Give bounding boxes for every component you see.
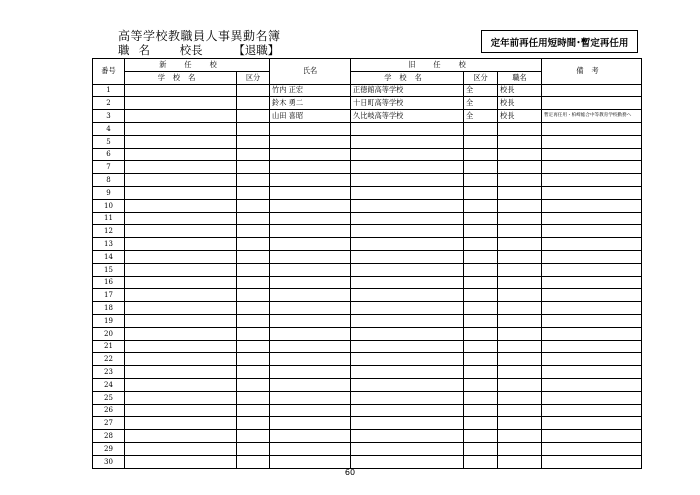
old-position-cell — [498, 417, 542, 430]
new-school-cell — [125, 289, 237, 302]
name-cell: 竹内 正宏 — [270, 84, 351, 97]
old-position-cell — [498, 353, 542, 366]
reemployment-stamp: 定年前再任用短時間･暫定再任用 — [481, 30, 638, 53]
row-number: 23 — [93, 366, 125, 379]
old-position-cell — [498, 238, 542, 251]
remarks-cell — [542, 404, 642, 417]
old-school-cell — [351, 314, 464, 327]
new-category-cell — [237, 391, 270, 404]
name-cell — [270, 417, 351, 430]
table-header-row — [93, 59, 642, 72]
name-cell — [270, 122, 351, 135]
row-number: 19 — [93, 314, 125, 327]
new-category-cell — [237, 225, 270, 238]
remarks-cell — [542, 212, 642, 225]
name-cell — [270, 442, 351, 455]
remarks-cell — [542, 455, 642, 468]
header-new-category: 区分 — [237, 71, 270, 84]
old-position-cell — [498, 442, 542, 455]
row-number: 9 — [93, 186, 125, 199]
old-category-cell — [464, 302, 498, 315]
old-school-cell — [351, 199, 464, 212]
new-school-cell — [125, 148, 237, 161]
new-school-cell — [125, 442, 237, 455]
remarks-cell — [542, 250, 642, 263]
old-school-cell — [351, 135, 464, 148]
name-cell — [270, 263, 351, 276]
table-row — [93, 238, 642, 251]
header-old-school-group: 旧任校 — [351, 59, 542, 72]
old-category-cell — [464, 391, 498, 404]
header-new-school-group: 新任校 — [125, 59, 270, 72]
name-cell — [270, 391, 351, 404]
new-category-cell — [237, 302, 270, 315]
new-school-cell — [125, 186, 237, 199]
name-cell — [270, 199, 351, 212]
remarks-cell — [542, 84, 642, 97]
name-cell — [270, 148, 351, 161]
old-category-cell — [464, 186, 498, 199]
header-new-school-name: 学校名 — [125, 71, 237, 84]
name-cell: 鈴木 勇二 — [270, 97, 351, 110]
remarks-cell — [542, 225, 642, 238]
table-row — [93, 327, 642, 340]
header-old-category: 区分 — [464, 71, 498, 84]
new-category-cell — [237, 148, 270, 161]
name-cell — [270, 366, 351, 379]
name-cell — [270, 174, 351, 187]
table-row — [93, 250, 642, 263]
old-school-cell — [351, 186, 464, 199]
new-school-cell — [125, 340, 237, 353]
old-category-cell — [464, 174, 498, 187]
page-number: 60 — [344, 468, 356, 477]
new-school-cell — [125, 97, 237, 110]
old-position-cell — [498, 314, 542, 327]
table-row — [93, 391, 642, 404]
new-category-cell — [237, 340, 270, 353]
old-position-cell — [498, 148, 542, 161]
name-cell — [270, 302, 351, 315]
row-number: 5 — [93, 135, 125, 148]
old-school-cell — [351, 250, 464, 263]
new-category-cell — [237, 263, 270, 276]
old-school-cell — [351, 442, 464, 455]
row-number: 25 — [93, 391, 125, 404]
old-position-cell — [498, 135, 542, 148]
name-cell — [270, 404, 351, 417]
name-cell — [270, 314, 351, 327]
table-row — [93, 225, 642, 238]
row-number: 26 — [93, 404, 125, 417]
old-school-cell — [351, 148, 464, 161]
old-school-cell: 十日町高等学校 — [351, 97, 464, 110]
old-position-cell — [498, 212, 542, 225]
new-category-cell — [237, 417, 270, 430]
old-category-cell — [464, 161, 498, 174]
new-school-cell — [125, 263, 237, 276]
new-category-cell — [237, 97, 270, 110]
row-number: 15 — [93, 263, 125, 276]
document-title: 高等学校教職員人事異動名簿 — [118, 29, 281, 43]
old-position-cell — [498, 263, 542, 276]
row-number: 28 — [93, 430, 125, 443]
name-cell — [270, 276, 351, 289]
old-category-cell — [464, 135, 498, 148]
category-label: 【退職】 — [233, 43, 280, 57]
remarks-cell — [542, 97, 642, 110]
old-category-cell — [464, 276, 498, 289]
row-number: 16 — [93, 276, 125, 289]
header-remarks: 備考 — [542, 59, 642, 85]
name-cell — [270, 212, 351, 225]
new-category-cell — [237, 404, 270, 417]
old-school-cell: 久比岐高等学校 — [351, 110, 464, 123]
new-category-cell — [237, 135, 270, 148]
name-cell: 山田 喜昭 — [270, 110, 351, 123]
old-school-cell — [351, 174, 464, 187]
remarks-cell — [542, 276, 642, 289]
new-school-cell — [125, 199, 237, 212]
remarks-cell — [542, 378, 642, 391]
new-category-cell — [237, 289, 270, 302]
old-school-cell — [351, 276, 464, 289]
name-cell — [270, 327, 351, 340]
old-position-cell — [498, 250, 542, 263]
old-school-cell — [351, 378, 464, 391]
document-subtitle — [118, 42, 279, 58]
old-category-cell — [464, 238, 498, 251]
old-category-cell — [464, 353, 498, 366]
name-cell — [270, 238, 351, 251]
name-cell — [270, 430, 351, 443]
row-number: 10 — [93, 199, 125, 212]
old-category-cell — [464, 404, 498, 417]
table-row — [93, 135, 642, 148]
old-school-cell — [351, 417, 464, 430]
old-category-cell — [464, 340, 498, 353]
remarks-cell — [542, 135, 642, 148]
new-category-cell — [237, 366, 270, 379]
old-school-cell: 正徳館高等学校 — [351, 84, 464, 97]
row-number: 13 — [93, 238, 125, 251]
old-category-cell — [464, 327, 498, 340]
row-number: 21 — [93, 340, 125, 353]
new-category-cell — [237, 430, 270, 443]
table-row — [93, 212, 642, 225]
remarks-cell — [542, 174, 642, 187]
new-school-cell — [125, 84, 237, 97]
new-school-cell — [125, 238, 237, 251]
new-school-cell — [125, 122, 237, 135]
row-number: 27 — [93, 417, 125, 430]
name-cell — [270, 161, 351, 174]
old-position-cell: 校長 — [498, 84, 542, 97]
old-category-cell — [464, 430, 498, 443]
new-school-cell — [125, 378, 237, 391]
remarks-cell — [542, 161, 642, 174]
row-number: 1 — [93, 84, 125, 97]
table-row — [93, 84, 642, 97]
new-category-cell — [237, 455, 270, 468]
new-category-cell — [237, 84, 270, 97]
old-school-cell — [351, 340, 464, 353]
row-number: 6 — [93, 148, 125, 161]
table-row — [93, 366, 642, 379]
header-name: 氏名 — [270, 59, 351, 85]
name-cell — [270, 340, 351, 353]
old-school-cell — [351, 122, 464, 135]
role-label: 職名 — [118, 43, 159, 57]
remarks-cell — [542, 353, 642, 366]
table-row — [93, 122, 642, 135]
remarks-cell — [542, 417, 642, 430]
new-category-cell — [237, 378, 270, 391]
old-category-cell — [464, 378, 498, 391]
new-school-cell — [125, 276, 237, 289]
remarks-cell — [542, 302, 642, 315]
old-position-cell — [498, 378, 542, 391]
old-position-cell — [498, 199, 542, 212]
row-number: 30 — [93, 455, 125, 468]
old-position-cell — [498, 366, 542, 379]
new-school-cell — [125, 391, 237, 404]
old-position-cell — [498, 174, 542, 187]
old-school-cell — [351, 161, 464, 174]
remarks-cell — [542, 366, 642, 379]
new-category-cell — [237, 110, 270, 123]
table-row — [93, 417, 642, 430]
old-school-cell — [351, 289, 464, 302]
old-category-cell — [464, 199, 498, 212]
new-category-cell — [237, 238, 270, 251]
row-number: 22 — [93, 353, 125, 366]
row-number: 7 — [93, 161, 125, 174]
old-position-cell — [498, 276, 542, 289]
table-row — [93, 340, 642, 353]
new-school-cell — [125, 353, 237, 366]
old-position-cell: 校長 — [498, 110, 542, 123]
row-number: 2 — [93, 97, 125, 110]
old-school-cell — [351, 404, 464, 417]
remarks-cell — [542, 238, 642, 251]
remarks-cell: 暫定再任用・柏崎総合中等教育学校勤務へ — [542, 110, 642, 123]
remarks-cell — [542, 430, 642, 443]
old-school-cell — [351, 238, 464, 251]
new-school-cell — [125, 302, 237, 315]
new-school-cell — [125, 250, 237, 263]
remarks-cell — [542, 263, 642, 276]
old-position-cell — [498, 302, 542, 315]
old-school-cell — [351, 455, 464, 468]
new-category-cell — [237, 276, 270, 289]
position-value: 校長 — [179, 43, 203, 57]
new-category-cell — [237, 353, 270, 366]
remarks-cell — [542, 122, 642, 135]
old-position-cell — [498, 161, 542, 174]
remarks-cell — [542, 327, 642, 340]
name-cell — [270, 250, 351, 263]
remarks-cell — [542, 314, 642, 327]
row-number: 11 — [93, 212, 125, 225]
new-category-cell — [237, 212, 270, 225]
remarks-cell — [542, 186, 642, 199]
old-school-cell — [351, 225, 464, 238]
name-cell — [270, 289, 351, 302]
new-school-cell — [125, 110, 237, 123]
table-row — [93, 174, 642, 187]
old-position-cell — [498, 225, 542, 238]
old-position-cell — [498, 430, 542, 443]
new-school-cell — [125, 404, 237, 417]
header-number: 番号 — [93, 59, 125, 85]
name-cell — [270, 455, 351, 468]
old-category-cell — [464, 225, 498, 238]
new-category-cell — [237, 161, 270, 174]
row-number: 20 — [93, 327, 125, 340]
old-school-cell — [351, 327, 464, 340]
row-number: 8 — [93, 174, 125, 187]
new-school-cell — [125, 417, 237, 430]
old-category-cell — [464, 122, 498, 135]
new-category-cell — [237, 314, 270, 327]
old-category-cell: 全 — [464, 110, 498, 123]
new-school-cell — [125, 174, 237, 187]
name-cell — [270, 353, 351, 366]
new-category-cell — [237, 174, 270, 187]
row-number: 18 — [93, 302, 125, 315]
old-school-cell — [351, 212, 464, 225]
new-school-cell — [125, 430, 237, 443]
remarks-cell — [542, 148, 642, 161]
old-school-cell — [351, 366, 464, 379]
old-position-cell — [498, 455, 542, 468]
old-category-cell — [464, 212, 498, 225]
new-school-cell — [125, 327, 237, 340]
old-category-cell — [464, 289, 498, 302]
old-school-cell — [351, 353, 464, 366]
table-row — [93, 455, 642, 468]
row-number: 14 — [93, 250, 125, 263]
new-school-cell — [125, 366, 237, 379]
old-category-cell — [464, 442, 498, 455]
table-row — [93, 110, 642, 123]
table-row — [93, 276, 642, 289]
old-school-cell — [351, 430, 464, 443]
table-row — [93, 353, 642, 366]
remarks-cell — [542, 442, 642, 455]
new-school-cell — [125, 161, 237, 174]
row-number: 4 — [93, 122, 125, 135]
name-cell — [270, 225, 351, 238]
row-number: 12 — [93, 225, 125, 238]
old-category-cell: 全 — [464, 97, 498, 110]
old-position-cell — [498, 289, 542, 302]
new-category-cell — [237, 327, 270, 340]
row-number: 17 — [93, 289, 125, 302]
new-school-cell — [125, 212, 237, 225]
remarks-cell — [542, 199, 642, 212]
old-position-cell — [498, 327, 542, 340]
old-category-cell — [464, 250, 498, 263]
old-school-cell — [351, 263, 464, 276]
new-category-cell — [237, 199, 270, 212]
remarks-cell — [542, 289, 642, 302]
table-row — [93, 263, 642, 276]
header-old-position: 職名 — [498, 71, 542, 84]
old-position-cell — [498, 404, 542, 417]
name-cell — [270, 135, 351, 148]
new-school-cell — [125, 455, 237, 468]
old-category-cell — [464, 263, 498, 276]
old-position-cell — [498, 391, 542, 404]
new-school-cell — [125, 225, 237, 238]
old-category-cell: 全 — [464, 84, 498, 97]
row-number: 29 — [93, 442, 125, 455]
table-row — [93, 442, 642, 455]
row-number: 24 — [93, 378, 125, 391]
new-category-cell — [237, 186, 270, 199]
new-category-cell — [237, 122, 270, 135]
remarks-cell — [542, 340, 642, 353]
new-school-cell — [125, 314, 237, 327]
table-row — [93, 97, 642, 110]
old-category-cell — [464, 366, 498, 379]
remarks-cell — [542, 391, 642, 404]
old-position-cell — [498, 340, 542, 353]
table-row — [93, 186, 642, 199]
table-row — [93, 430, 642, 443]
new-school-cell — [125, 135, 237, 148]
table-row — [93, 404, 642, 417]
old-category-cell — [464, 455, 498, 468]
old-school-cell — [351, 302, 464, 315]
table-row — [93, 148, 642, 161]
new-category-cell — [237, 442, 270, 455]
name-cell — [270, 378, 351, 391]
table-row — [93, 314, 642, 327]
table-row — [93, 199, 642, 212]
row-number: 3 — [93, 110, 125, 123]
old-position-cell — [498, 122, 542, 135]
old-position-cell: 校長 — [498, 97, 542, 110]
name-cell — [270, 186, 351, 199]
new-category-cell — [237, 250, 270, 263]
table-row — [93, 302, 642, 315]
old-category-cell — [464, 314, 498, 327]
header-old-school-name: 学校名 — [351, 71, 464, 84]
personnel-table — [92, 58, 642, 469]
old-position-cell — [498, 186, 542, 199]
old-school-cell — [351, 391, 464, 404]
old-category-cell — [464, 148, 498, 161]
table-row — [93, 161, 642, 174]
old-category-cell — [464, 417, 498, 430]
table-row — [93, 378, 642, 391]
table-row — [93, 289, 642, 302]
